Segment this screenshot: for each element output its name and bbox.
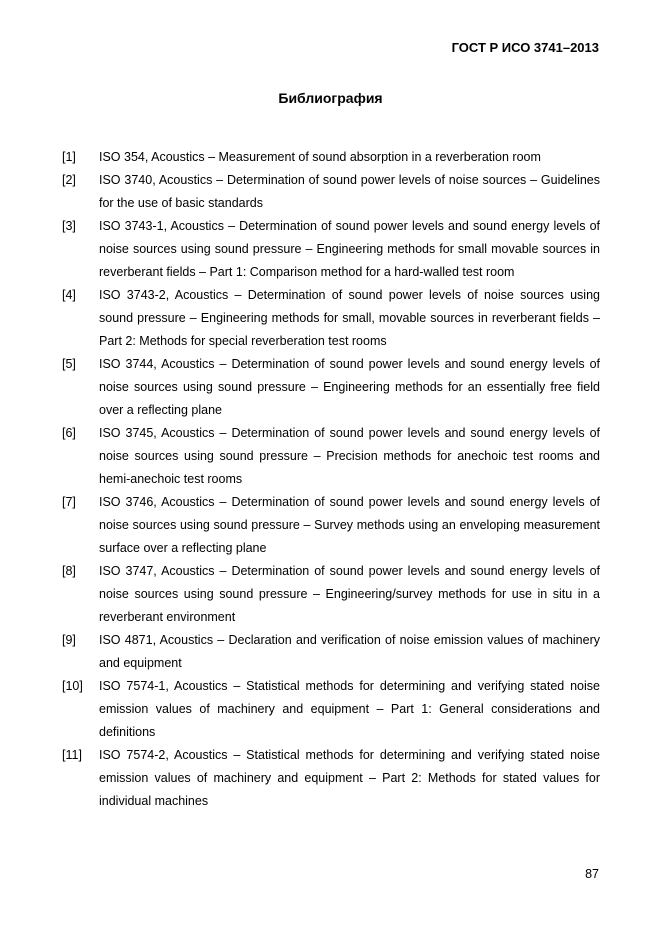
reference-number: [8] [62, 564, 76, 578]
reference-number: [10] [62, 679, 83, 693]
bibliography-item [62, 146, 600, 169]
reference-number: [5] [62, 357, 76, 371]
bibliography-item [62, 169, 600, 215]
reference-number: [2] [62, 173, 76, 187]
reference-number: [9] [62, 633, 76, 647]
reference-text: ISO 3744, Acoustics – Determination of sound power levels and sound energy levels of noise sources using sound pressure – Engineering methods for an essentially free field over a reflecting plane [99, 357, 600, 417]
bibliography-list [62, 146, 600, 813]
bibliography-item [62, 491, 600, 560]
reference-text: ISO 4871, Acoustics – Declaration and verification of noise emission values of machinery and equipment [99, 633, 600, 670]
bibliography-item [62, 422, 600, 491]
reference-text: ISO 3747, Acoustics – Determination of sound power levels and sound energy levels of noise sources using sound pressure – Engineering/survey methods for use in situ in a reverberant environment [99, 564, 600, 624]
reference-number: [1] [62, 150, 76, 164]
page-title: Библиография [278, 90, 383, 106]
bibliography-item [62, 215, 600, 284]
bibliography-item [62, 284, 600, 353]
reference-text: ISO 3745, Acoustics – Determination of sound power levels and sound energy levels of noise sources using sound pressure – Precision methods for anechoic test rooms and hemi-anechoic test rooms [99, 426, 600, 486]
reference-text: ISO 3743-2, Acoustics – Determination of sound power levels of noise sources using sound pressure – Engineering methods for small, movable sources in reverberant fields – Part 2: Methods for special reverberation test rooms [99, 288, 600, 348]
bibliography-item [62, 353, 600, 422]
reference-number: [7] [62, 495, 76, 509]
reference-number: [6] [62, 426, 76, 440]
bibliography-item [62, 744, 600, 813]
reference-text: ISO 3746, Acoustics – Determination of sound power levels and sound energy levels of noise sources using sound pressure – Survey methods using an enveloping measurement surface over a reflecting plane [99, 495, 600, 555]
reference-number: [11] [62, 748, 82, 762]
reference-number: [4] [62, 288, 76, 302]
page-number: 87 [585, 867, 599, 881]
reference-text: ISO 3743-1, Acoustics – Determination of sound power levels and sound energy levels of noise sources using sound pressure – Engineering methods for small movable sources in reverberant fields – Part 1: Comparison method for a hard-walled test room [99, 219, 600, 279]
bibliography-item [62, 629, 600, 675]
bibliography-item [62, 675, 600, 744]
reference-number: [3] [62, 219, 76, 233]
document-code: ГОСТ Р ИСО 3741–2013 [451, 40, 599, 55]
bibliography-item [62, 560, 600, 629]
reference-text: ISO 3740, Acoustics – Determination of sound power levels of noise sources – Guidelines for the use of basic standards [99, 173, 600, 210]
reference-text: ISO 354, Acoustics – Measurement of sound absorption in a reverberation room [99, 150, 541, 164]
reference-text: ISO 7574-1, Acoustics – Statistical methods for determining and verifying stated noise emission values of machinery and equipment – Part 1: General considerations and definitions [99, 679, 600, 739]
reference-text: ISO 7574-2, Acoustics – Statistical methods for determining and verifying stated noise emission values of machinery and equipment – Part 2: Methods for stated values for individual machines [99, 748, 600, 808]
